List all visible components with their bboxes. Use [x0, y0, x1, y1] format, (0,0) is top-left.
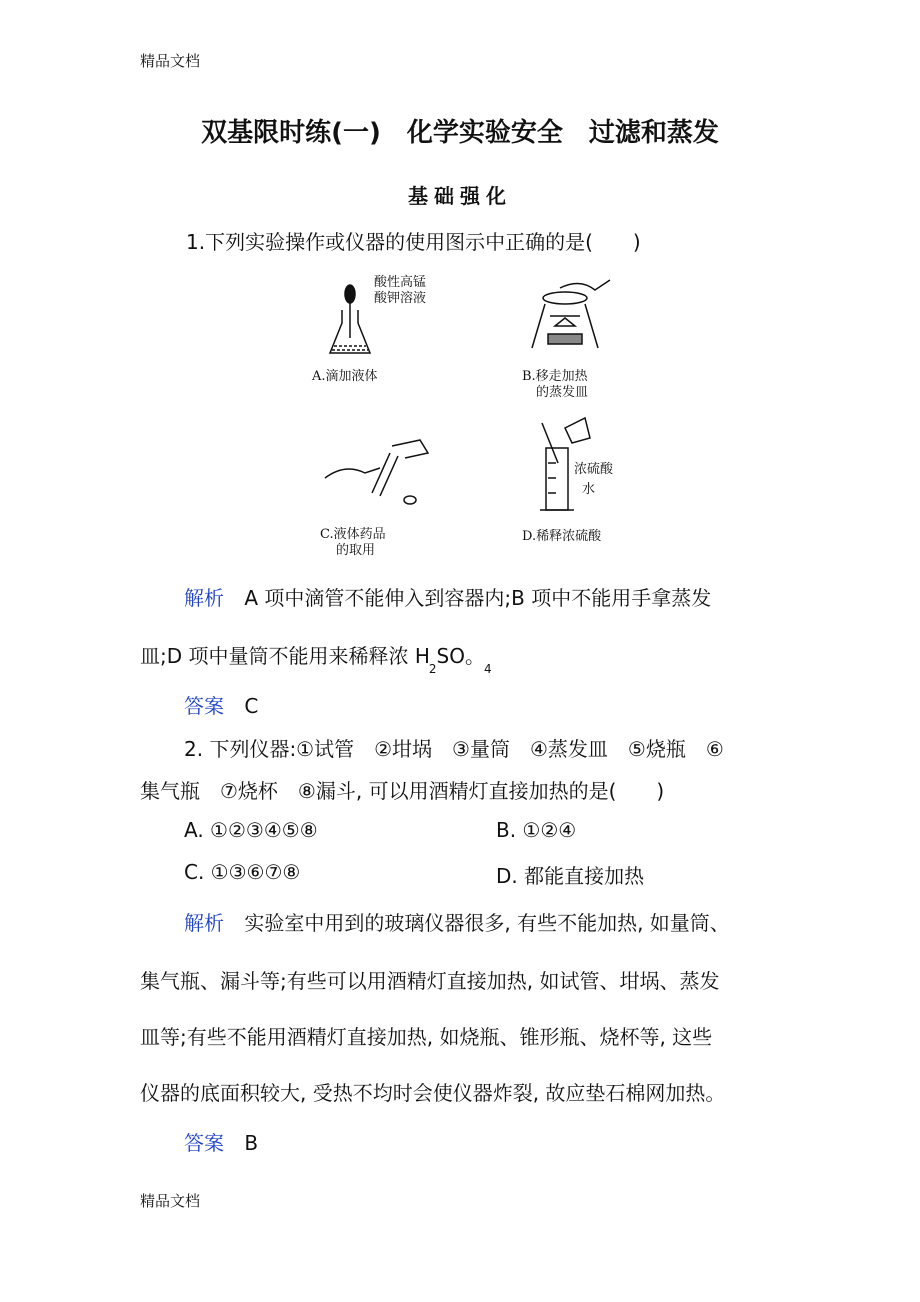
analysis-label: 解析 [184, 911, 224, 935]
question-1-stem: 1.下列实验操作或仪器的使用图示中正确的是( ) [186, 230, 641, 254]
page-footer: 精品文档 [140, 1192, 201, 1210]
page-title: 双基限时练(一) 化学实验安全 过滤和蒸发 [201, 118, 719, 148]
question-2-analysis-line2: 集气瓶、漏斗等;有些可以用酒精灯直接加热, 如试管、坩埚、蒸发 [140, 969, 720, 993]
figure-d-label-line1: 浓硫酸 [574, 462, 614, 477]
period: 。 [464, 644, 485, 668]
analysis-label: 解析 [184, 586, 224, 610]
figure-a-label-line1: 酸性高锰 [374, 275, 427, 290]
question-2-answer [184, 1127, 258, 1156]
figure-b-caption-line1: B.移走加热 [522, 369, 588, 384]
subscript-4: 4 [483, 662, 492, 676]
subscript-2: 2 [428, 662, 437, 676]
formula-so: SO [436, 644, 465, 668]
question-1-analysis-line1 [184, 582, 711, 611]
analysis-text: 皿;D 项中量筒不能用来稀释浓 H [140, 644, 430, 668]
answer-label: 答案 [184, 1131, 224, 1155]
figure-b-evaporating-dish [532, 280, 610, 348]
question-2-stem-line2: 集气瓶 ⑦烧杯 ⑧漏斗, 可以用酒精灯直接加热的是( ) [140, 779, 665, 803]
analysis-text: 实验室中用到的玻璃仪器很多, 有些不能加热, 如量筒、 [244, 911, 730, 935]
figure-d-caption: D.稀释浓硫酸 [522, 529, 602, 544]
figure-b-caption-line2: 的蒸发皿 [536, 385, 589, 400]
question-2-analysis-line4: 仪器的底面积较大, 受热不均时会使仪器炸裂, 故应垫石棉网加热。 [140, 1081, 726, 1105]
figure-c-test-tube [325, 440, 428, 504]
figure-a-caption: A.滴加液体 [312, 369, 378, 384]
figure-c-caption-line2: 的取用 [336, 543, 376, 558]
answer-value: C [244, 694, 259, 718]
question-1-analysis-line2 [140, 640, 492, 676]
answer-label: 答案 [184, 694, 224, 718]
question-1-figure [310, 268, 640, 568]
question-2-option-d: D. 都能直接加热 [496, 864, 645, 888]
analysis-text: A 项中滴管不能伸入到容器内;B 项中不能用手拿蒸发 [244, 586, 712, 610]
page-header: 精品文档 [140, 52, 201, 70]
question-1-answer [184, 690, 258, 719]
figure-a-flask-dropper [330, 285, 370, 353]
question-2-option-b: B. ①②④ [496, 818, 577, 842]
section-heading: 基础强化 [408, 184, 512, 208]
question-2-stem-line1: 2. 下列仪器:①试管 ②坩埚 ③量筒 ④蒸发皿 ⑤烧瓶 ⑥ [184, 737, 724, 761]
figure-c-caption-line1: C.液体药品 [320, 527, 386, 542]
figure-a-label-line2: 酸钾溶液 [374, 291, 427, 306]
figure-d-label-line2: 水 [582, 482, 596, 497]
question-2-analysis-line3: 皿等;有些不能用酒精灯直接加热, 如烧瓶、锥形瓶、烧杯等, 这些 [140, 1025, 713, 1049]
answer-value: B [244, 1131, 259, 1155]
question-2-option-a: A. ①②③④⑤⑧ [184, 818, 318, 842]
question-2-option-c: C. ①③⑥⑦⑧ [184, 860, 301, 884]
question-2-analysis-line1 [184, 907, 730, 936]
